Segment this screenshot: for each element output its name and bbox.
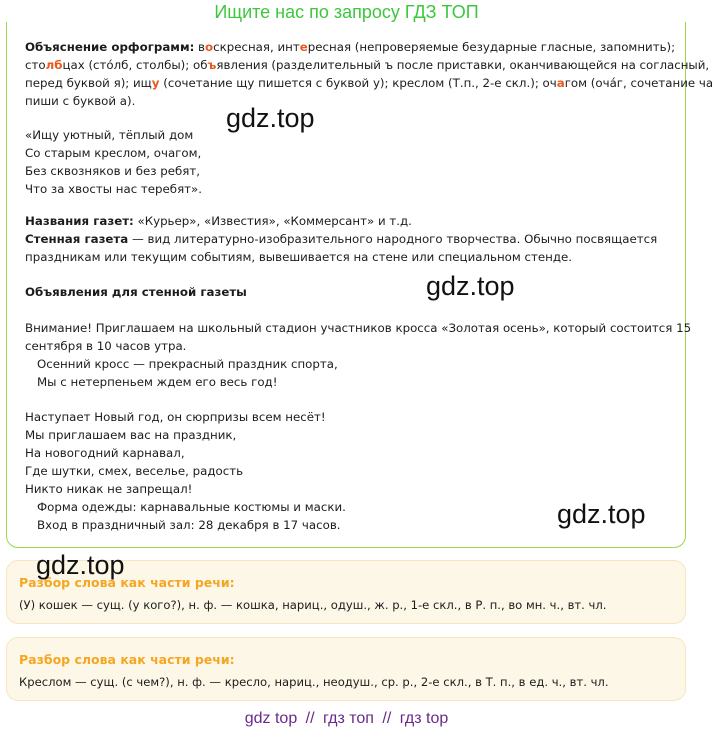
ad-line: На новогодний карнавал,: [25, 446, 185, 460]
parse-title: Разбор слова как части речи:: [19, 652, 235, 667]
watermark: gdz.top: [426, 271, 515, 301]
orthograms-label: Объяснение орфограмм:: [25, 40, 195, 54]
wall-newspaper-label: Стенная газета: [25, 232, 129, 246]
watermark: gdz.top: [226, 103, 315, 133]
newspapers-line: Названия газет: «Курьер», «Известия», «Коммерсант» и т.д.: [25, 214, 412, 228]
poem-line: Что за хвосты нас теребят».: [25, 182, 203, 196]
word-parse-card: [6, 637, 686, 701]
newspapers-label: Названия газет:: [25, 214, 134, 228]
footer-link[interactable]: gdz top: [244, 710, 298, 727]
footer-separator: //: [305, 710, 315, 727]
ad-line: сентября в 10 часов утра.: [25, 339, 187, 353]
poem-line: Со старым креслом, очагом,: [25, 146, 202, 160]
search-banner: Ищите нас по запросу ГДЗ ТОП: [214, 2, 479, 22]
answer-card: [6, 22, 713, 548]
wall-newspaper-line-2: праздникам или текущим событиям, вывешивается на стене или специальном стенде.: [25, 250, 573, 264]
ad-poem-line: Осенний кросс — прекрасный праздник спорта,: [37, 357, 338, 371]
ad-line: Внимание! Приглашаем на школьный стадион участников кросса «Золотая осень», который состоится 15: [25, 321, 692, 335]
ad-line: Где шутки, смех, веселье, радость: [25, 464, 244, 478]
ad-info-line: Вход в праздничный зал: 28 декабря в 17 часов.: [37, 518, 341, 532]
ad-line: Никто никак не запрещал!: [25, 482, 193, 496]
poem-line: Без сквозняков и без ребят,: [25, 164, 200, 178]
footer-link[interactable]: гдз top: [399, 710, 449, 727]
parse-text: (У) кошек — сущ. (у кого?), н. ф. — кошка, нариц., одуш., ж. р., 1-е скл., в Р. п., во мн. ч., вт. чл.: [19, 598, 607, 612]
poem-line: «Ищу уютный, тёплый дом: [25, 128, 194, 142]
orthograms-line-3: перед буквой я); ищу (сочетание щу пишется с буквой у); креслом (Т.п., 2-е скл.); очагом (очáг, сочетание ча: [25, 76, 713, 90]
ad-line: Мы приглашаем вас на праздник,: [25, 428, 237, 442]
ads-title: Объявления для стенной газеты: [25, 285, 247, 299]
orthograms-line-4: пиши с буквой а).: [25, 94, 136, 108]
footer-separator: //: [382, 710, 392, 727]
footer-link[interactable]: гдз топ: [323, 710, 374, 727]
orthograms-line-2: столбцах (стóлб, столбы); объявления (разделительный ъ после приставки, оканчивающейся на согласный,: [25, 58, 710, 72]
ad-info-line: Форма одежды: карнавальные костюмы и маски.: [37, 500, 346, 514]
parse-title: Разбор слова как части речи:: [19, 575, 235, 590]
orthograms-line-1: Объяснение орфограмм: воскресная, интересная (непроверяемые безударные гласные, запомнить);: [25, 40, 676, 54]
footer-links: [0, 708, 693, 730]
ad-poem-line: Мы с нетерпеньем ждем его весь год!: [37, 375, 278, 389]
watermark: gdz.top: [36, 550, 125, 580]
ad-line: Наступает Новый год, он сюрпризы всем несёт!: [25, 410, 326, 424]
wall-newspaper-line-1: Стенная газета — вид литературно-изобразительного народного творчества. Обычно посвящается: [25, 232, 658, 246]
parse-text: Креслом — сущ. (с чем?), н. ф. — кресло, нариц., неодуш., ср. р., 2-е скл., в Т. п., в ед. ч., вт. чл.: [19, 675, 609, 689]
watermark: gdz.top: [557, 499, 646, 529]
